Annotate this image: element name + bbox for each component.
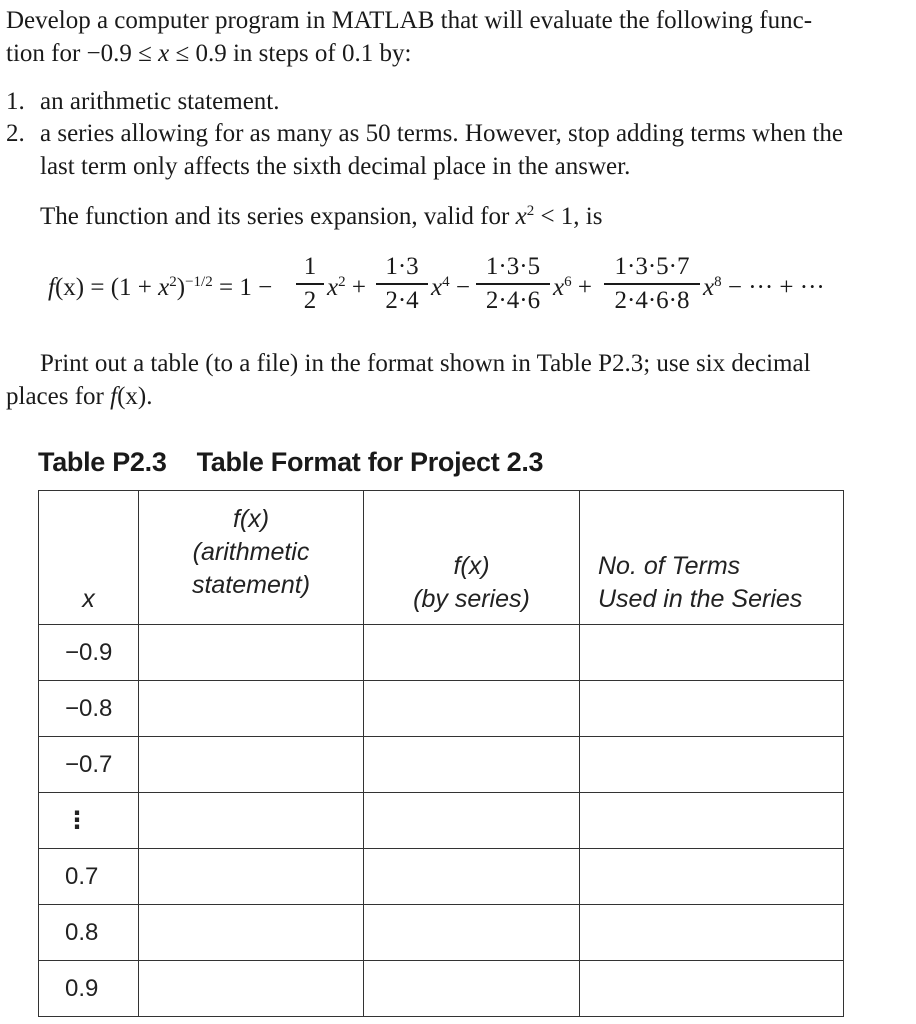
row-ellipsis: ⋮	[39, 793, 139, 849]
formula-term-3-operator: +	[577, 274, 592, 301]
header-terms-line-2: Used in the Series	[598, 585, 803, 613]
series-formula	[40, 248, 900, 328]
header-x-label: x	[82, 585, 95, 613]
formula-square: 2	[169, 274, 177, 290]
formula-ellipsis: − ··· + ···	[727, 274, 825, 301]
header-terms-line-1: No. of Terms	[598, 552, 741, 580]
header-series	[364, 491, 580, 625]
list-text-2	[40, 117, 900, 183]
formula-fraction-3	[476, 252, 550, 316]
table-row	[39, 849, 844, 905]
formula-fraction-1-numerator: 1	[303, 253, 317, 280]
intro-line-1: Develop a computer program in MATLAB that will evaluate the following func-	[6, 7, 813, 34]
row-series-cell	[364, 793, 580, 849]
print-line-2	[6, 380, 906, 413]
list-number-2: 2.	[6, 120, 25, 147]
formula-fraction-2-numerator: 1·3	[385, 253, 419, 280]
formula-fraction-4	[604, 252, 700, 316]
formula-fraction-4-numerator: 1·3·5·7	[614, 253, 690, 280]
header-terms	[580, 491, 844, 625]
formula-eq-2: = 1 −	[212, 274, 273, 301]
list-text-2-line-2: last term only affects the sixth decimal place in the answer.	[40, 153, 631, 180]
row-terms-cell	[580, 793, 844, 849]
row-x-value: 0.9	[39, 961, 139, 1017]
row-terms-cell	[580, 737, 844, 793]
intro-line-2-end: ≤ 0.9 in steps of 0.1 by:	[169, 40, 412, 67]
formula-arg: (x)	[54, 274, 85, 301]
formula-term-4-exponent: 8	[714, 274, 722, 290]
header-arithmetic-line-2: (arithmetic	[192, 538, 310, 566]
function-sentence-end: < 1, is	[534, 203, 603, 230]
intro-variable-x: x	[158, 40, 170, 67]
row-x-value: −0.8	[39, 681, 139, 737]
header-arithmetic	[139, 491, 364, 625]
row-arith-cell	[139, 737, 364, 793]
header-arithmetic-line-1: f(x)	[232, 505, 270, 533]
header-series-line-1: f(x)	[453, 552, 490, 580]
intro-paragraph	[6, 4, 906, 70]
formula-term-1-operator: +	[351, 274, 366, 301]
formula-fraction-1-bar	[296, 283, 324, 285]
print-line-2-start: places for	[6, 383, 111, 410]
table-row	[39, 961, 844, 1017]
table-row	[39, 681, 844, 737]
header-x	[39, 491, 139, 625]
formula-fraction-3-bar	[476, 283, 550, 285]
table-caption-title: Table Format for Project 2.3	[196, 447, 544, 477]
table-header-row	[39, 491, 844, 625]
formula-fraction-1	[296, 252, 324, 316]
formula-term-4-power	[703, 274, 825, 302]
row-arith-cell	[139, 793, 364, 849]
row-arith-cell	[139, 905, 364, 961]
row-x-value: −0.9	[39, 625, 139, 681]
formula-term-2-operator: −	[455, 274, 470, 301]
row-series-cell	[364, 625, 580, 681]
function-sentence-x: x	[515, 203, 527, 230]
print-paragraph	[6, 347, 906, 413]
formula-fraction-2	[376, 252, 428, 316]
list-text-1: an arithmetic statement.	[40, 88, 280, 115]
print-line-2-arg: (x)	[117, 383, 147, 410]
formula-fraction-1-denominator: 2	[303, 286, 317, 314]
results-table	[38, 490, 844, 1017]
function-sentence	[40, 200, 900, 233]
formula-term-2-exponent: 4	[442, 274, 450, 290]
list-item-2	[6, 117, 906, 180]
row-terms-cell	[580, 681, 844, 737]
row-series-cell	[364, 737, 580, 793]
formula-term-2-power	[431, 274, 470, 302]
row-series-cell	[364, 961, 580, 1017]
row-terms-cell	[580, 625, 844, 681]
formula-fraction-4-denominator: 2·4·6·8	[614, 286, 690, 314]
formula-term-2-x: x	[431, 274, 443, 301]
table-caption-label: Table P2.3	[38, 447, 167, 477]
row-arith-cell	[139, 625, 364, 681]
formula-term-1-x: x	[327, 274, 339, 301]
formula-fraction-3-denominator: 2·4·6	[485, 286, 541, 314]
formula-term-1-power	[327, 274, 366, 302]
row-terms-cell	[580, 849, 844, 905]
intro-line-2	[6, 37, 906, 70]
table-row	[39, 793, 844, 849]
formula-fraction-4-bar	[604, 283, 700, 285]
row-series-cell	[364, 905, 580, 961]
table-caption	[38, 444, 543, 480]
formula-term-4-x: x	[703, 274, 715, 301]
formula-lhs	[48, 274, 272, 302]
print-line-2-f: f	[110, 383, 118, 410]
formula-eq-1: = (1 +	[84, 274, 159, 301]
row-series-cell	[364, 849, 580, 905]
table-row	[39, 737, 844, 793]
header-arithmetic-line-3: statement)	[191, 571, 311, 599]
list-text-2-line-1: a series allowing for as many as 50 terms. However, stop adding terms when the	[40, 120, 843, 147]
formula-fraction-3-numerator: 1·3·5	[485, 253, 541, 280]
formula-term-1-exponent: 2	[338, 274, 346, 290]
row-arith-cell	[139, 681, 364, 737]
row-arith-cell	[139, 961, 364, 1017]
function-sentence-exponent: 2	[526, 203, 535, 219]
header-series-line-2: (by series)	[413, 585, 530, 613]
table-row	[39, 625, 844, 681]
intro-line-2-start: tion for −0.9 ≤	[6, 40, 159, 67]
row-terms-cell	[580, 961, 844, 1017]
print-line-2-end: .	[146, 383, 153, 410]
formula-close-paren: )	[176, 274, 186, 301]
formula-term-3-x: x	[553, 274, 565, 301]
list-item-1	[6, 85, 906, 118]
formula-term-3-exponent: 6	[564, 274, 572, 290]
list-number-1: 1.	[6, 88, 25, 115]
row-arith-cell	[139, 849, 364, 905]
row-x-value: −0.7	[39, 737, 139, 793]
formula-fraction-2-bar	[376, 283, 428, 285]
print-line-1: Print out a table (to a file) in the format shown in Table P2.3; use six decimal	[40, 350, 811, 377]
formula-x-squared: x	[158, 274, 170, 301]
function-sentence-start: The function and its series expansion, valid for	[40, 203, 516, 230]
row-series-cell	[364, 681, 580, 737]
formula-term-3-power	[553, 274, 592, 302]
row-x-value: 0.7	[39, 849, 139, 905]
row-terms-cell	[580, 905, 844, 961]
formula-fraction-2-denominator: 2·4	[385, 286, 419, 314]
row-x-value: 0.8	[39, 905, 139, 961]
formula-neg-half: −1/2	[185, 274, 213, 290]
table-row	[39, 905, 844, 961]
formula-f: f	[48, 274, 55, 301]
